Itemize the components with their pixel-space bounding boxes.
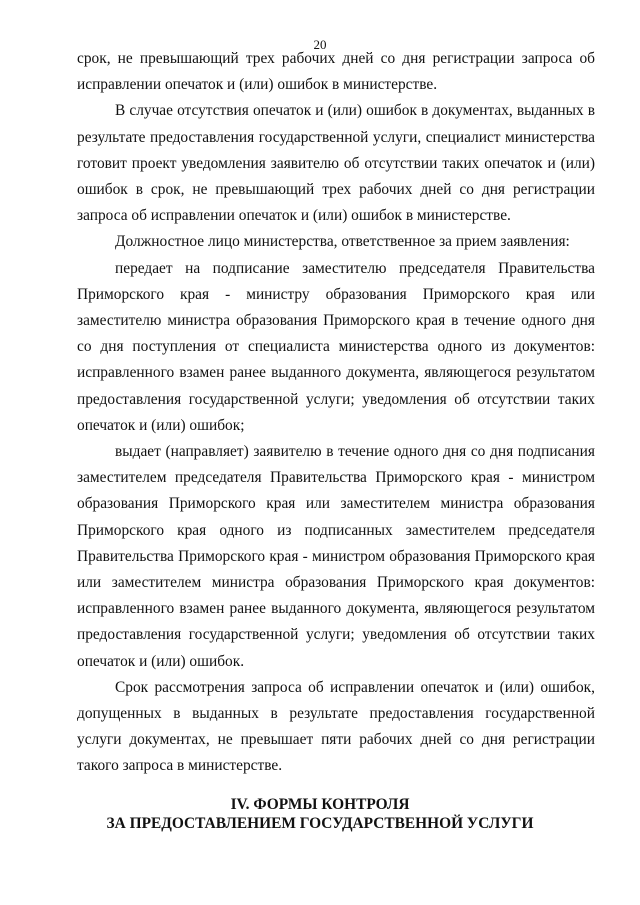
document-body	[77, 46, 595, 780]
paragraph-submits-for-signing: передает на подписание заместителю председателя Правительства Приморского края - министру образования Приморского края или заместителю министра образования Приморского края в течение одного дня со дня поступления от специалиста министерства одного из документов: исправленного взамен ранее выданного документа, являющегося результатом предоставления государственной услуги; уведомления об отсутствии таких опечаток и (или) ошибок;	[77, 259, 595, 434]
paragraph-continuation: срок, не превышающий трех рабочих дней со дня регистрации запроса об исправлении опечаток и (или) ошибок в министерстве.	[77, 50, 595, 94]
section-heading-line-1: IV. ФОРМЫ КОНТРОЛЯ	[230, 796, 410, 813]
section-heading-line-2: ЗА ПРЕДОСТАВЛЕНИЕМ ГОСУДАРСТВЕННОЙ УСЛУГИ	[106, 815, 534, 832]
paragraph-official-intro: Должностное лицо министерства, ответственное за прием заявления:	[115, 233, 570, 251]
page-number: 20	[313, 37, 327, 52]
paragraph-review-deadline: Срок рассмотрения запроса об исправлении опечаток и (или) ошибок, допущенных в выданных в результате предоставления государственной услуги документах, не превышает пяти рабочих дней со дня регистрации такого запроса в министерстве.	[77, 678, 595, 775]
section-heading	[0, 795, 640, 833]
paragraph-no-errors: В случае отсутствия опечаток и (или) ошибок в документах, выданных в результате предоставления государственной услуги, специалист министерства готовит проект уведомления заявителю об отсутствии таких опечаток и (или) ошибок в срок, не превышающий трех рабочих дней со дня регистрации запроса об исправлении опечаток и (или) ошибок в министерстве.	[77, 102, 595, 225]
paragraph-issues-to-applicant: выдает (направляет) заявителю в течение одного дня со дня подписания заместителем председателя Правительства Приморского края - министром образования Приморского края или заместителем министра образования Приморского края одного из подписанных заместителем председателя Правительства Приморского края - министром образования Приморского края или заместителем министра образования Приморского края документов: исправленного взамен ранее выданного документа, являющегося результатом предоставления государственной услуги; уведомления об отсутствии таких опечаток и (или) ошибок.	[77, 443, 595, 670]
